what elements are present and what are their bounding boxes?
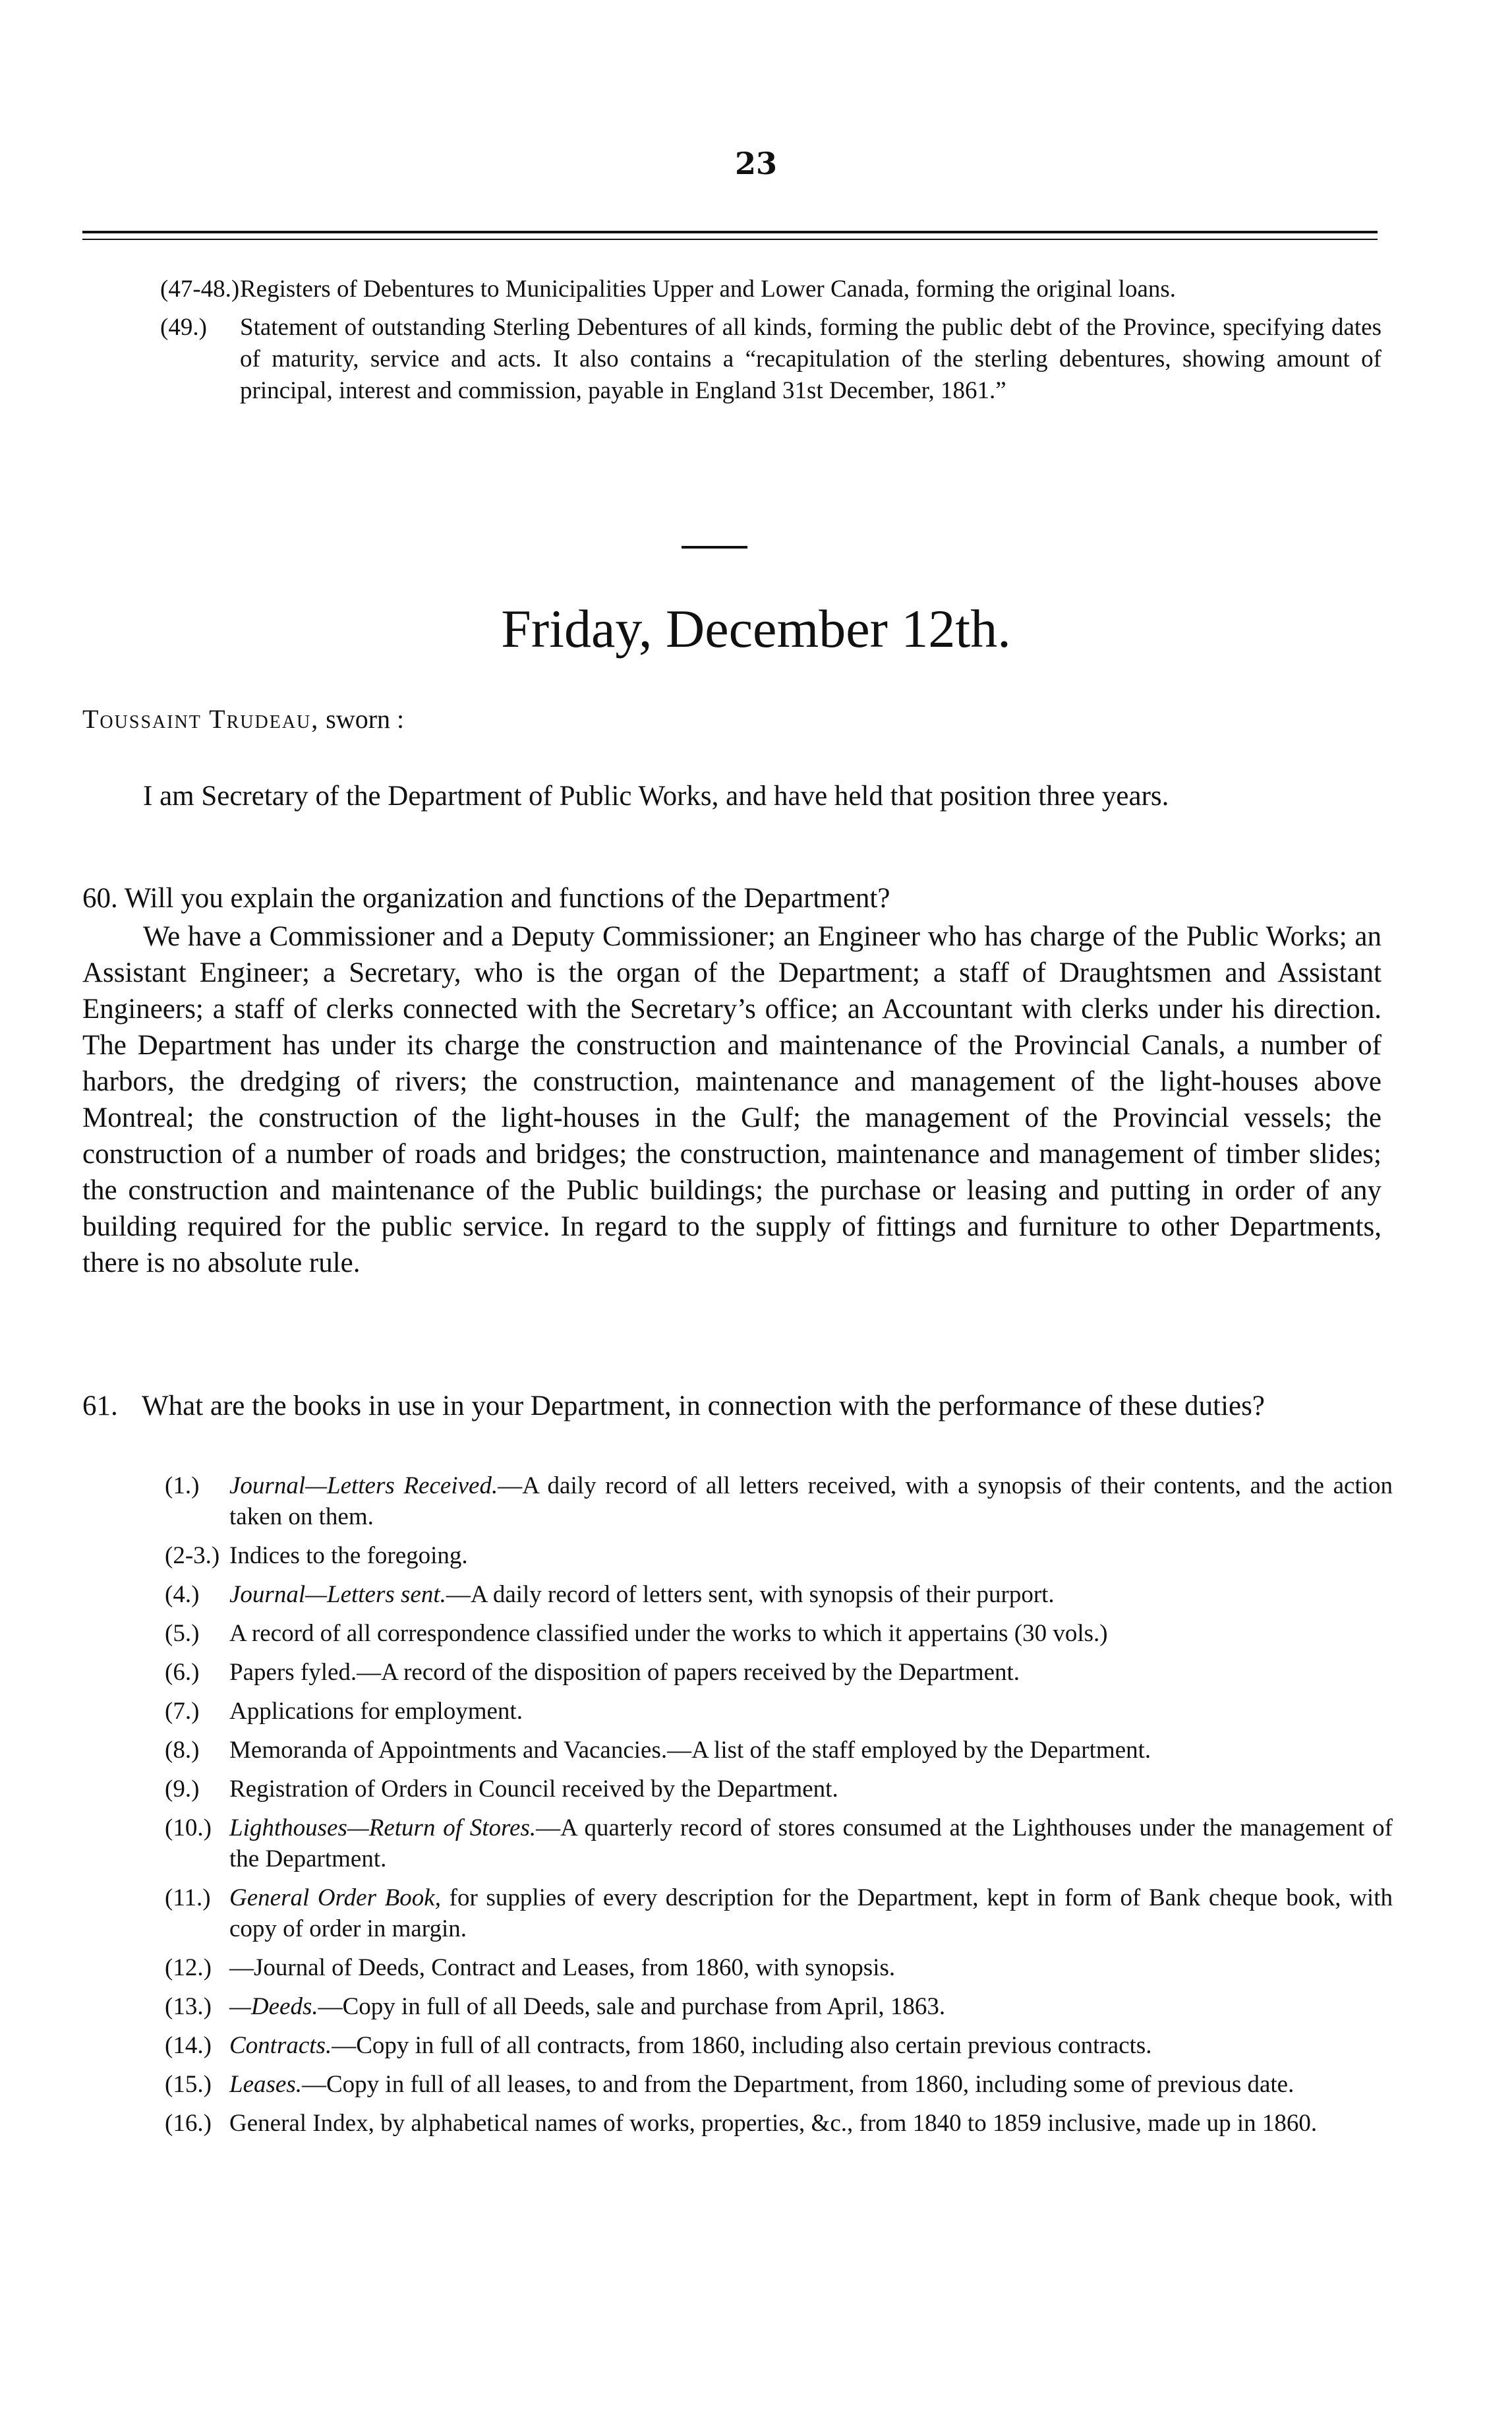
item-title: Contracts. [229, 2032, 332, 2059]
item-number: (1.) [165, 1472, 200, 1499]
item-number: (11.) [165, 1884, 211, 1911]
item-number: (10.) [165, 1814, 212, 1841]
item-text: Indices to the foregoing. [229, 1542, 468, 1569]
list-item [165, 1540, 1393, 1571]
item-title: General Order Book, [229, 1884, 441, 1911]
question-61 [82, 1388, 1381, 1424]
item-number: (6.) [165, 1659, 200, 1686]
item-number: (13.) [165, 1993, 212, 2020]
item-number: (47-48.) [160, 276, 240, 303]
item-number: (16.) [165, 2110, 212, 2137]
list-item [165, 1696, 1393, 1727]
item-number: (5.) [165, 1620, 200, 1647]
question-text [82, 880, 1381, 916]
item-text: for supplies of every description for the Department, kept in form of Bank cheque book, with copy of order in margin. [229, 1884, 1393, 1942]
item-title: Lighthouses—Return of Stores. [229, 1814, 537, 1841]
item-text: —Copy in full of all contracts, from 1860, including also certain previous contracts. [332, 2032, 1152, 2059]
witness-line [82, 701, 404, 737]
item-number: (2-3.) [165, 1542, 220, 1569]
header-rule-bottom [82, 239, 1378, 240]
item-number: (15.) [165, 2071, 212, 2098]
list-item [165, 1991, 1393, 2022]
list-item [165, 1774, 1393, 1805]
witness-name: Toussaint Trudeau, [82, 704, 320, 734]
intro-item [160, 274, 1381, 305]
list-item [165, 1735, 1393, 1766]
item-text: —A daily record of letters sent, with synopsis of their purport. [446, 1581, 1055, 1608]
item-number: (8.) [165, 1737, 200, 1764]
item-text: Applications for employment. [229, 1698, 523, 1725]
answer-text: We have a Commissioner and a Deputy Commissioner; an Engineer who has charge of the Public Works; an Assistant Engineer; a Secretary, who is the organ of the Department; a staff of Draughtsmen and Assistant Engineers; a staff of clerks connected with the Secretary’s office; an Accountant with clerks under his direction. The Department has under its charge the construction and maintenance of the Provincial Canals, a number of harbors, the dredging of rivers; the construction, maintenance and management of the light-houses above Montreal; the construction of the light-houses in the Gulf; the management of the Provincial vessels; the construction of a number of roads and bridges; the construction, maintenance and management of timber slides; the construction and maintenance of the Public buildings; the purchase or leasing and putting in order of any building required for the public service. In regard to the supply of fittings and furniture to other Departments, there is no absolute rule. [82, 921, 1381, 1278]
item-text: General Index, by alphabetical names of works, properties, &c., from 1840 to 1859 inclusive, made up in 1860. [229, 2110, 1318, 2137]
page-number: 23 [734, 146, 777, 181]
intro-item [160, 312, 1381, 407]
question-number: 61. [82, 1390, 118, 1421]
item-title: Leases. [229, 2071, 302, 2098]
header-rule-top [82, 231, 1378, 233]
section-divider [682, 546, 747, 549]
question-text [82, 1388, 1381, 1424]
item-text: Registration of Orders in Council received by the Department. [229, 1776, 838, 1803]
list-item [165, 2108, 1393, 2139]
item-number: (49.) [160, 314, 207, 341]
item-title: Journal—Letters sent. [229, 1581, 446, 1608]
question-number: 60. [82, 883, 118, 914]
item-text: Registers of Debentures to Municipalities Upper and Lower Canada, forming the original loans. [240, 276, 1177, 303]
item-text: —Copy in full of all Deeds, sale and purchase from April, 1863. [318, 1993, 946, 2020]
books-list [165, 1470, 1393, 2147]
item-number: (4.) [165, 1581, 200, 1608]
item-text: Papers fyled.—A record of the disposition of papers received by the Department. [229, 1659, 1020, 1686]
item-text: —A quarterly record of stores consumed at the Lighthouses under the management of the Department. [229, 1814, 1393, 1872]
item-text: Memoranda of Appointments and Vacancies.—A list of the staff employed by the Department. [229, 1737, 1151, 1764]
item-text: —A daily record of all letters received, with a synopsis of their contents, and the action taken on them. [229, 1472, 1393, 1530]
list-item [165, 1470, 1393, 1532]
item-number: (9.) [165, 1776, 200, 1803]
item-title: —Deeds. [229, 1993, 318, 2020]
item-text: —Copy in full of all leases, to and from the Department, from 1860, including some of previous date. [301, 2071, 1294, 2098]
list-item [165, 1618, 1393, 1649]
list-item [165, 2030, 1393, 2061]
question-60 [82, 880, 1381, 1281]
list-item [165, 1952, 1393, 1983]
item-text: —Journal of Deeds, Contract and Leases, from 1860, with synopsis. [229, 1954, 896, 1981]
item-number: (7.) [165, 1698, 200, 1725]
witness-sworn: sworn : [326, 704, 405, 734]
item-number: (12.) [165, 1954, 212, 1981]
question-body: Will you explain the organization and functions of the Department? [124, 883, 890, 914]
item-number: (14.) [165, 2032, 212, 2059]
witness-statement: I am Secretary of the Department of Public Works, and have held that position three years. [143, 781, 1169, 812]
list-item [165, 1812, 1393, 1874]
intro-list [160, 274, 1381, 407]
list-item [165, 1882, 1393, 1944]
date-heading: Friday, December 12th. [501, 599, 1011, 659]
question-body: What are the books in use in your Department, in connection with the performance of these duties? [142, 1390, 1265, 1421]
item-text: A record of all correspondence classified under the works to which it appertains (30 vols.) [229, 1620, 1108, 1647]
list-item [165, 1579, 1393, 1610]
item-text: Statement of outstanding Sterling Debentures of all kinds, forming the public debt of the Province, specifying dates of maturity, service and acts. It also contains a “recapitulation of the sterling debentures, showing amount of principal, interest and commission, payable in England 31st December, 1861.” [240, 314, 1381, 404]
list-item [165, 2069, 1393, 2100]
list-item [165, 1657, 1393, 1688]
item-title: Journal—Letters Received. [229, 1472, 498, 1499]
